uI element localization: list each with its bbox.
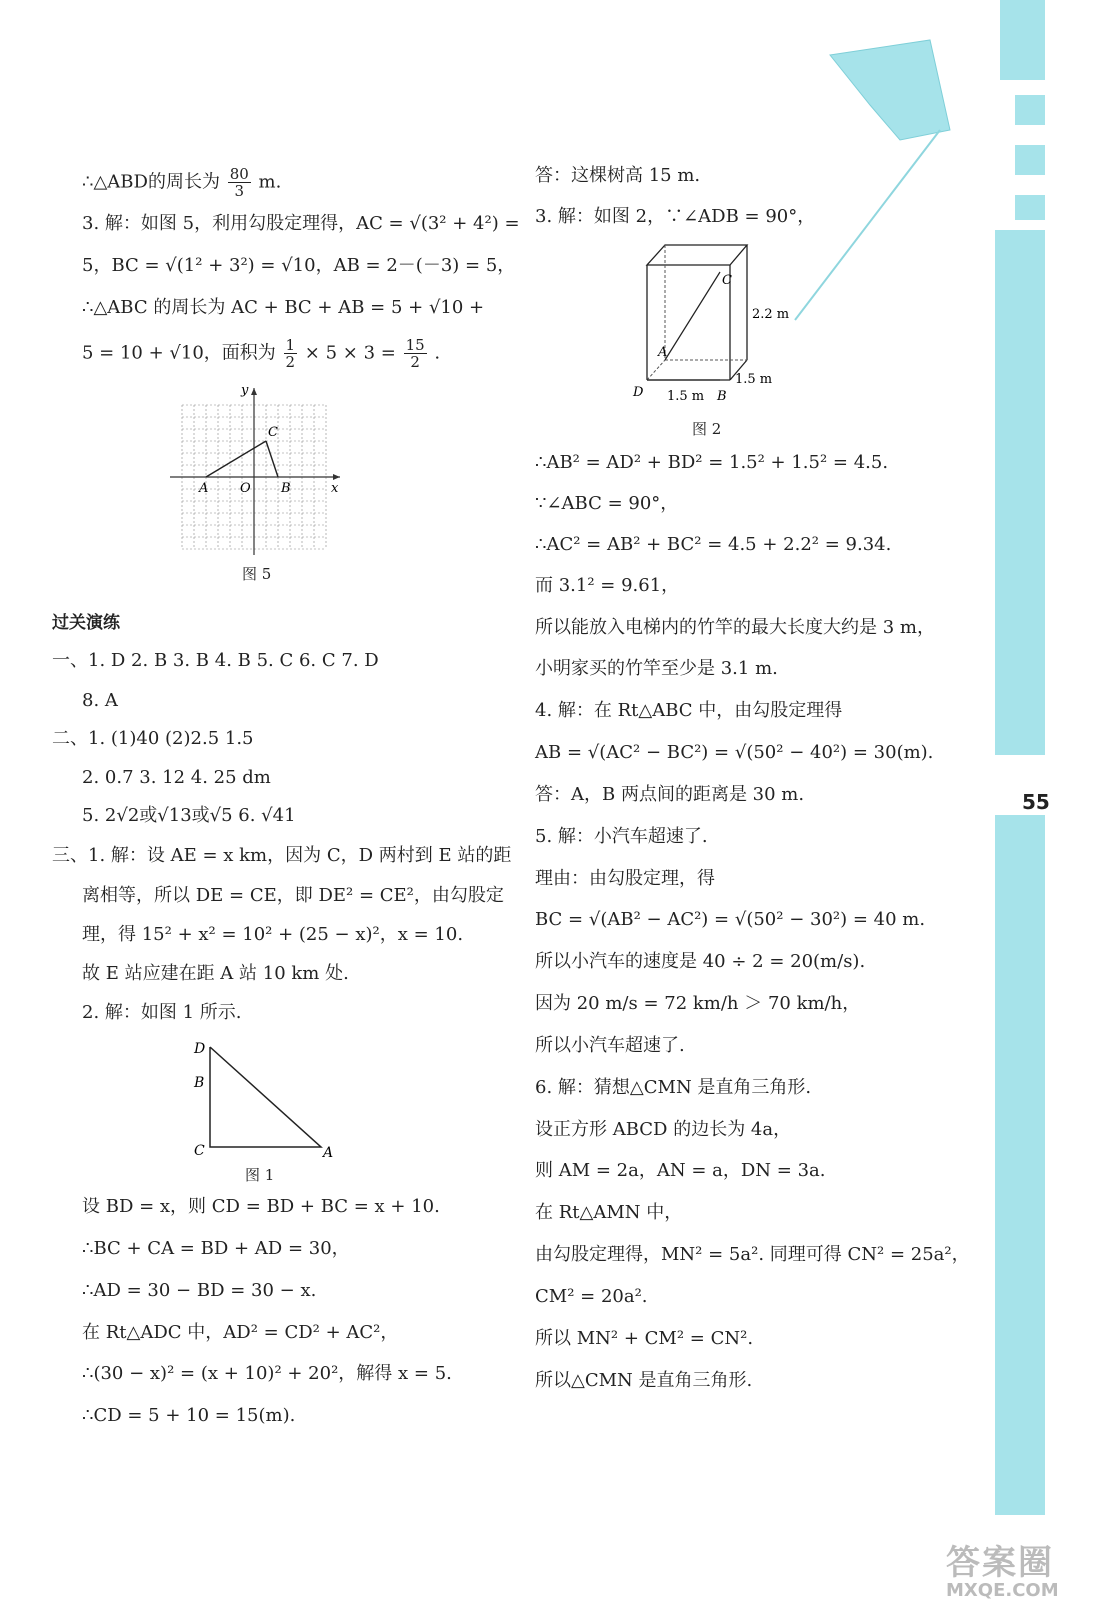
right-top-1: 答：这棵树高 15 m. — [535, 165, 701, 186]
answer-line-3: 二、1. (1)40 (2)2.5 1.5 — [52, 728, 254, 749]
fig5-c-label: C — [268, 425, 278, 440]
answer-line-9: 故 E 站应建在距 A 站 10 km 处. — [82, 963, 349, 984]
left-line-2: 3. 解：如图 5，利用勾股定理得，AC = √(3² + 4²) = — [82, 213, 520, 234]
watermark-chars: 答案圈 — [946, 1543, 1054, 1583]
page-number: 55 — [1022, 790, 1050, 814]
watermark — [946, 1545, 1059, 1601]
figure-5-grid — [165, 380, 345, 560]
section-title: 过关演练 — [52, 613, 120, 633]
fig1-c-label: C — [194, 1143, 205, 1159]
right-line-13: 所以小汽车的速度是 40 ÷ 2 = 20(m/s). — [535, 951, 866, 972]
fig2-a-label: A — [658, 345, 668, 360]
right-line-18: 则 AM = 2a，AN = a，DN = 3a. — [535, 1160, 826, 1181]
right-line-12: BC = √(AB² − AC²) = √(50² − 30²) = 40 m. — [535, 909, 926, 930]
right-line-8: AB = √(AC² − BC²) = √(50² − 40²) = 30(m). — [535, 742, 934, 763]
fig2-b-label: B — [717, 389, 727, 404]
fig5-a-label: A — [199, 481, 209, 496]
right-line-1: ∴AB² = AD² + BD² = 1.5² + 1.5² = 4.5. — [535, 452, 889, 473]
answer-line-5: 5. 2√2或√13或√5 6. √41 — [82, 805, 296, 826]
right-line-9: 答：A，B 两点间的距离是 30 m. — [535, 784, 805, 805]
left-bottom-5: ∴(30 − x)² = (x + 10)² + 20²，解得 x = 5. — [82, 1363, 452, 1384]
right-line-11: 理由：由勾股定理，得 — [535, 868, 715, 889]
right-line-4: 而 3.1² = 9.61， — [535, 575, 680, 596]
answer-line-2: 8. A — [82, 690, 118, 711]
right-top-2: 3. 解：如图 2，∵∠ADB = 90°， — [535, 206, 816, 227]
fig2-caption: 图 2 — [692, 420, 722, 438]
right-line-17: 设正方形 ABCD 的边长为 4a， — [535, 1119, 792, 1140]
watermark-url: MXQE.COM — [946, 1580, 1059, 1601]
fig2-width-label: 1.5 m — [667, 389, 705, 404]
right-line-19: 在 Rt△AMN 中， — [535, 1202, 683, 1223]
left-line-5: 5 = 10 + √10，面积为 $\frac{1}{2}$ × 5 × 3 = $\frac{15}{2}$ . — [82, 336, 441, 371]
fig5-y-label: y — [241, 383, 249, 398]
left-line-3: 5，BC = √(1² + 3²) = √10，AB = 2－(－3) = 5， — [82, 255, 516, 276]
answer-line-7: 离相等，所以 DE = CE，即 DE² = CE²，由勾股定 — [82, 885, 504, 906]
answer-line-8: 理，得 15² + x² = 10² + (25 − x)²，x = 10. — [82, 924, 464, 945]
fig2-height-label: 2.2 m — [752, 307, 790, 322]
right-line-7: 4. 解：在 Rt△ABC 中，由勾股定理得 — [535, 700, 843, 721]
left-bottom-3: ∴AD = 30 − BD = 30 − x. — [82, 1280, 317, 1301]
answer-line-4: 2. 0.7 3. 12 4. 25 dm — [82, 767, 271, 788]
right-line-23: 所以△CMN 是直角三角形. — [535, 1370, 753, 1391]
right-line-15: 所以小汽车超速了. — [535, 1035, 685, 1056]
fig2-depth-label: 1.5 m — [735, 372, 773, 387]
right-line-21: CM² = 20a². — [535, 1286, 648, 1307]
right-line-22: 所以 MN² + CM² = CN². — [535, 1328, 754, 1349]
fig1-a-label: A — [323, 1145, 334, 1161]
right-line-20: 由勾股定理得，MN² = 5a². 同理可得 CN² = 25a²， — [535, 1244, 970, 1265]
left-bottom-2: ∴BC + CA = BD + AD = 30， — [82, 1238, 350, 1259]
left-line-4: ∴△ABC 的周长为 AC + BC + AB = 5 + √10 + — [82, 297, 485, 318]
margin-stripe-lower — [995, 815, 1045, 1515]
left-bottom-4: 在 Rt△ADC 中，AD² = CD² + AC²， — [82, 1322, 399, 1343]
right-line-5: 所以能放入电梯内的竹竿的最大长度大约是 3 m， — [535, 617, 935, 638]
fig5-b-label: B — [281, 481, 291, 496]
fig1-d-label: D — [194, 1041, 206, 1057]
right-line-16: 6. 解：猜想△CMN 是直角三角形. — [535, 1077, 812, 1098]
left-bottom-6: ∴CD = 5 + 10 = 15(m). — [82, 1405, 296, 1426]
answer-line-6: 三、1. 解：设 AE = x km，因为 C，D 两村到 E 站的距 — [52, 845, 512, 866]
figure-1-triangle — [185, 1035, 345, 1165]
fig2-c-label: C — [722, 273, 732, 288]
right-line-6: 小明家买的竹竿至少是 3.1 m. — [535, 658, 778, 679]
fig2-d-label: D — [633, 385, 644, 400]
fig5-o-label: O — [240, 481, 251, 496]
right-line-14: 因为 20 m/s = 72 km/h ＞ 70 km/h， — [535, 993, 861, 1014]
fig5-x-label: x — [331, 481, 339, 496]
left-bottom-1: 设 BD = x，则 CD = BD + BC = x + 10. — [82, 1196, 440, 1217]
kite-graphic — [790, 30, 1050, 350]
fig1-caption: 图 1 — [245, 1166, 275, 1184]
right-line-2: ∵∠ABC = 90°， — [535, 493, 679, 514]
answer-line-10: 2. 解：如图 1 所示. — [82, 1002, 242, 1023]
right-line-3: ∴AC² = AB² + BC² = 4.5 + 2.2² = 9.34. — [535, 534, 892, 555]
right-line-10: 5. 解：小汽车超速了. — [535, 826, 708, 847]
fig1-b-label: B — [194, 1075, 205, 1091]
figure-2-box — [625, 240, 805, 410]
left-line-1: ∴△ABD的周长为 $\frac{80}{3}$ m. — [82, 165, 282, 200]
fig5-caption: 图 5 — [242, 565, 272, 583]
answer-line-1: 一、1. D 2. B 3. B 4. B 5. C 6. C 7. D — [52, 650, 379, 671]
